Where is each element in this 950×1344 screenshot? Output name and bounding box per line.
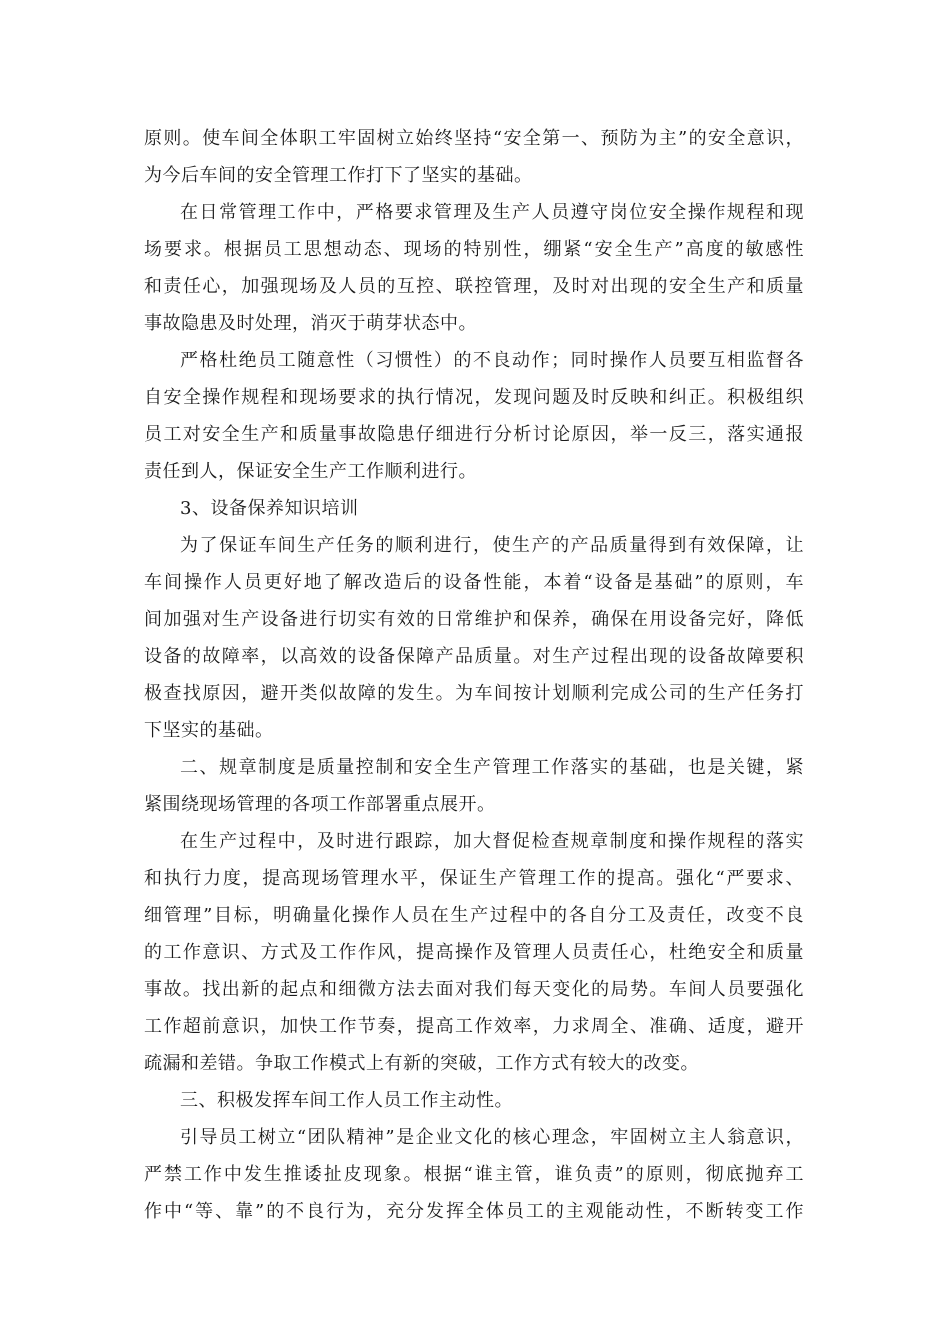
document-page: [144, 120, 804, 1230]
text-line: 在日常管理工作中，严格要求管理及生产人员遵守岗位安全操作规程和现: [180, 202, 804, 223]
text-line: 下坚实的基础。: [144, 720, 274, 741]
text-line: 事故。找出新的起点和细微方法去面对我们每天变化的局势。车间人员要强化: [144, 979, 804, 1000]
section-heading: 二、规章制度是质量控制和安全生产管理工作落实的基础，也是关键，紧: [180, 757, 804, 778]
text-line: 的工作意识、方式及工作作风，提高操作及管理人员责任心，杜绝安全和质量: [144, 942, 804, 963]
text-line: 严格杜绝员工随意性（习惯性）的不良动作；同时操作人员要互相监督各: [180, 350, 804, 371]
text-line: 责任到人，保证安全生产工作顺利进行。: [144, 461, 477, 482]
text-line: 极查找原因，避开类似故障的发生。为车间按计划顺利完成公司的生产任务打: [144, 683, 804, 704]
text-line: 和执行力度，提高现场管理水平，保证生产管理工作的提高。强化“严要求、: [144, 868, 804, 889]
text-line: 严禁工作中发生推诿扯皮现象。根据“谁主管，谁负责”的原则，彻底抛弃工: [144, 1164, 804, 1185]
text-line: 员工对安全生产和质量事故隐患仔细进行分析讨论原因，举一反三，落实通报: [144, 424, 804, 445]
text-line: 车间操作人员更好地了解改造后的设备性能，本着“设备是基础”的原则，车: [144, 572, 804, 593]
text-line: 作中“等、靠”的不良行为，充分发挥全体员工的主观能动性，不断转变工作: [144, 1201, 804, 1222]
section-heading: 三、积极发挥车间工作人员工作主动性。: [180, 1090, 513, 1111]
text-line: 间加强对生产设备进行切实有效的日常维护和保养，确保在用设备完好，降低: [144, 609, 804, 630]
text-line: 为今后车间的安全管理工作打下了坚实的基础。: [144, 165, 533, 186]
text-line: 紧围绕现场管理的各项工作部署重点展开。: [144, 794, 496, 815]
text-line: 工作超前意识，加快工作节奏，提高工作效率，力求周全、准确、适度，避开: [144, 1016, 804, 1037]
text-line: 设备的故障率，以高效的设备保障产品质量。对生产过程出现的设备故障要积: [144, 646, 804, 667]
text-line: 疏漏和差错。争取工作模式上有新的突破，工作方式有较大的改变。: [144, 1053, 699, 1074]
text-line: 引导员工树立“团队精神”是企业文化的核心理念，牢固树立主人翁意识，: [180, 1127, 804, 1148]
text-line: 细管理”目标，明确量化操作人员在生产过程中的各自分工及责任，改变不良: [144, 905, 804, 926]
text-line: 自安全操作规程和现场要求的执行情况，发现问题及时反映和纠正。积极组织: [144, 387, 804, 408]
text-line: 事故隐患及时处理，消灭于萌芽状态中。: [144, 313, 477, 334]
text-line: 在生产过程中，及时进行跟踪，加大督促检查规章制度和操作规程的落实: [180, 831, 804, 852]
text-line: 为了保证车间生产任务的顺利进行，使生产的产品质量得到有效保障，让: [180, 535, 804, 556]
text-line: 原则。使车间全体职工牢固树立始终坚持“安全第一、预防为主”的安全意识，: [144, 128, 804, 149]
section-heading: 3、设备保养知识培训: [180, 498, 359, 519]
text-line: 场要求。根据员工思想动态、现场的特别性，绷紧“安全生产”高度的敏感性: [144, 239, 804, 260]
text-line: 和责任心，加强现场及人员的互控、联控管理，及时对出现的安全生产和质量: [144, 276, 804, 297]
